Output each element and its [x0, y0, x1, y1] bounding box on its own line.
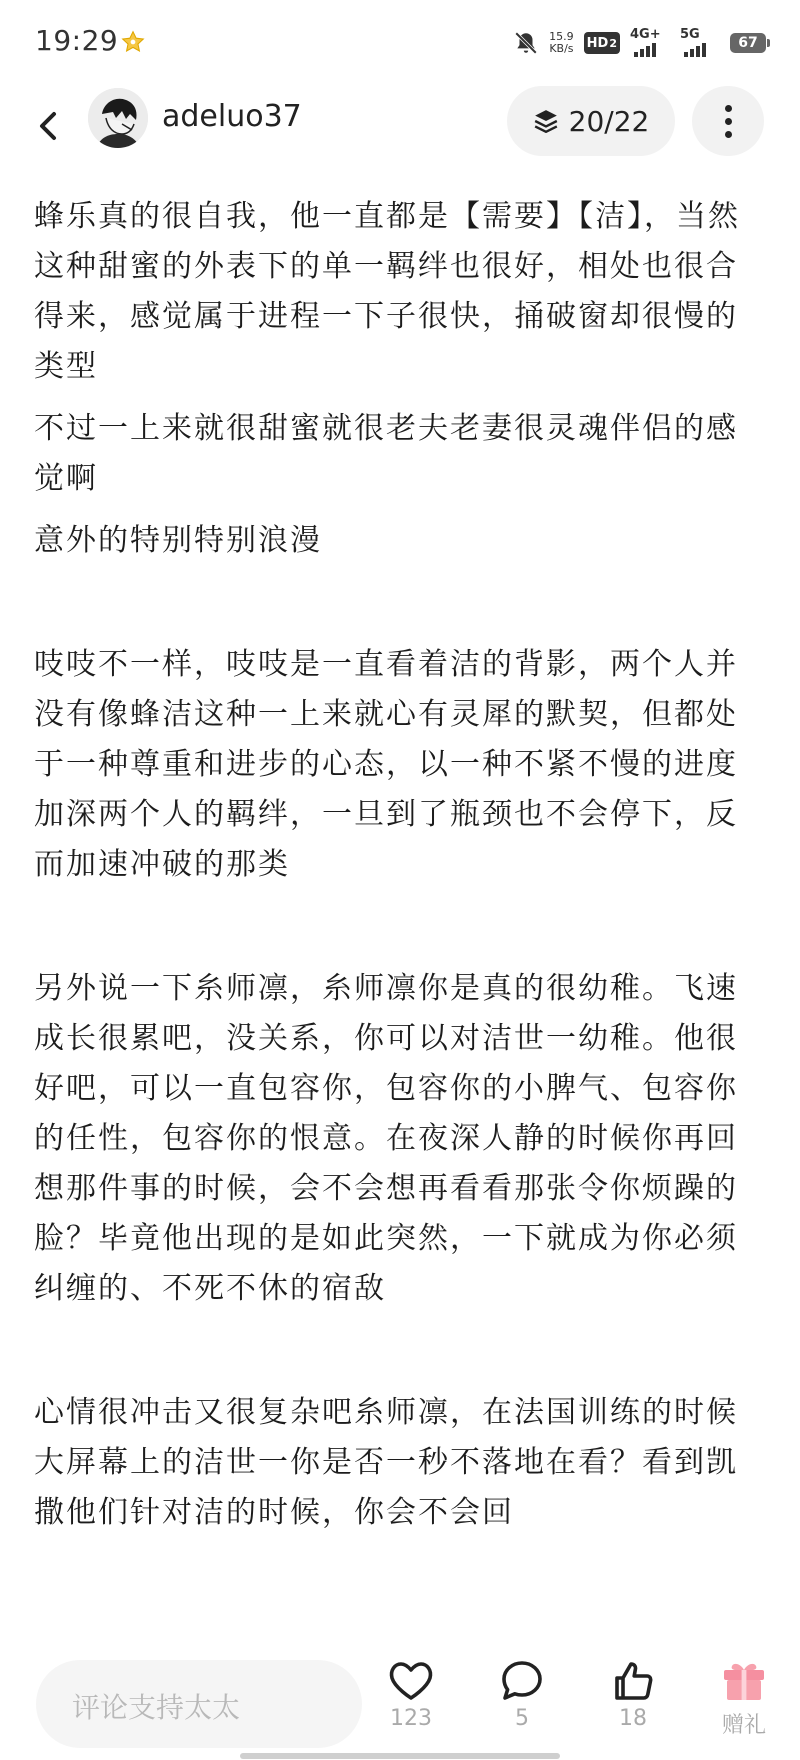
status-icons	[513, 28, 766, 58]
network-speed	[549, 31, 574, 55]
thumbs-up-icon	[609, 1658, 657, 1702]
article-paragraph: 另外说一下糸师凛，糸师凛你是真的很幼稚。飞速成长很累吧，没关系，你可以对洁世一幼稚。他很好吧，可以一直包容你，包容你的小脾气、包容你的任性，包容你的恨意。在夜深人静的时候你再回想那件事的时候，会不会想再看看那张令你烦躁的脸？毕竟他出现的是如此突然，一下就成为你必须纠缠的、不死不休的宿敌	[34, 971, 738, 1306]
more-options-button[interactable]	[692, 86, 764, 156]
article-paragraph: 意外的特别特别浪漫	[34, 523, 322, 558]
layers-icon	[533, 108, 559, 134]
network-speed-value: 15.9	[549, 30, 574, 43]
avatar-illustration	[88, 88, 148, 148]
paragraph-gap	[34, 1326, 760, 1388]
back-arrow-icon[interactable]	[34, 106, 64, 146]
hd-badge	[584, 32, 620, 54]
paragraph-gap	[34, 578, 760, 640]
thumbs-up-count: 18	[619, 1706, 647, 1731]
page-indicator-button[interactable]	[507, 86, 675, 156]
username[interactable]: adeluo37	[162, 99, 302, 134]
comment-button[interactable]	[482, 1658, 562, 1731]
speech-bubble-icon	[498, 1658, 546, 1702]
comment-input[interactable]	[36, 1660, 362, 1748]
signal-5g-icon	[680, 29, 720, 57]
battery-level: 67	[738, 35, 758, 51]
hd-sub: 2	[609, 36, 617, 50]
signal-4g-label: 4G+	[630, 27, 661, 42]
thumbs-up-button[interactable]	[593, 1658, 673, 1731]
star-icon	[120, 29, 146, 55]
hd-label: HD	[586, 35, 609, 51]
comment-count: 5	[515, 1706, 529, 1731]
more-dot	[725, 118, 732, 125]
home-indicator[interactable]	[240, 1753, 560, 1759]
page-indicator: 20/22	[568, 104, 650, 138]
gift-button[interactable]	[704, 1658, 784, 1739]
avatar[interactable]	[88, 88, 148, 148]
status-bar	[0, 0, 800, 86]
heart-icon	[387, 1658, 435, 1702]
like-button[interactable]	[371, 1658, 451, 1731]
network-speed-unit: KB/s	[549, 42, 574, 55]
article-paragraph: 不过一上来就很甜蜜就很老夫老妻很灵魂伴侣的感觉啊	[34, 411, 738, 496]
bottom-action-bar	[0, 1648, 800, 1760]
signal-5g-label: 5G	[680, 27, 700, 42]
paragraph-gap	[34, 902, 760, 964]
gift-label: 赠礼	[721, 1713, 766, 1738]
battery-icon	[730, 33, 766, 53]
gift-icon	[720, 1658, 768, 1704]
status-time: 19:29	[35, 24, 119, 57]
muted-bell-icon	[513, 29, 539, 57]
more-dot	[725, 131, 732, 138]
article-paragraph: 吱吱不一样，吱吱是一直看着洁的背影，两个人并没有像蜂洁这种一上来就心有灵犀的默契，但都处于一种尊重和进步的心态，以一种不紧不慢的进度加深两个人的羁绊，一旦到了瓶颈也不会停下，反而加速冲破的那类	[34, 647, 738, 882]
more-dot	[725, 105, 732, 112]
signal-4g-icon	[630, 29, 670, 57]
comment-placeholder: 评论支持太太	[72, 1691, 241, 1724]
like-count: 123	[390, 1706, 432, 1731]
article-paragraph: 蜂乐真的很自我，他一直都是【需要】【洁】，当然这种甜蜜的外表下的单一羁绊也很好，相处也很合得来，感觉属于进程一下子很快，捅破窗却很慢的类型	[34, 199, 740, 384]
post-header	[0, 86, 800, 186]
article-body	[34, 192, 760, 1550]
article-paragraph: 心情很冲击又很复杂吧糸师凛，在法国训练的时候大屏幕上的洁世一你是否一秒不落地在看？看到凯撒他们针对洁的时候，你会不会回	[34, 1395, 738, 1530]
